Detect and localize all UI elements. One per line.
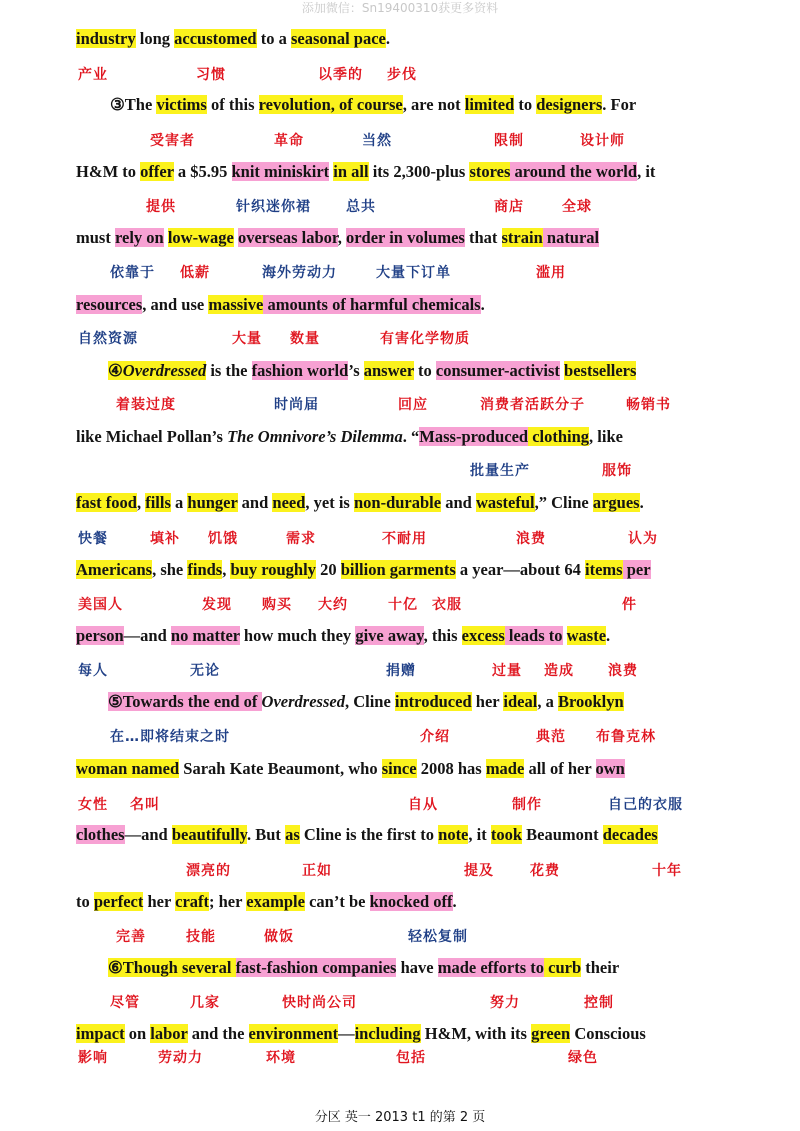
hl-green: green [531,1024,571,1043]
text-line-3 [76,157,655,187]
hl-person: person [76,626,124,645]
text: have [396,958,438,977]
gloss: 消费者活跃分子 [480,397,585,413]
gloss-line-2 [0,130,800,152]
gloss: 限制 [494,133,524,149]
hl-massive: massive [208,295,264,314]
gloss: 轻松复制 [408,929,468,945]
gloss-line-15 [0,992,800,1014]
hl-per: per [626,560,651,579]
hl-americans: Americans [76,560,153,579]
gloss: 以季的 [318,67,363,83]
text: , [337,228,346,247]
gloss: 海外劳动力 [262,265,337,281]
gloss: 提供 [146,199,176,215]
text: , she [152,560,188,579]
gloss-line-14 [0,926,800,948]
text: , [330,95,340,114]
gloss: 提及 [464,863,494,879]
text-line-15 [108,953,619,983]
hl-environment: environment [248,1024,339,1043]
text: . [480,295,485,314]
gloss: 在…即将结束之时 [110,729,230,745]
text: her [471,692,504,711]
hl-mass-produced: Mass-produced [419,427,529,446]
hl-low-wage: low-wage [167,228,234,247]
hl-overseas-labor: overseas labor [237,228,338,247]
hl-accustomed: accustomed [174,29,257,48]
hl-fast-food: fast food [76,493,137,512]
text: — [338,1024,355,1043]
hl-items: items [585,560,623,579]
hl-roughly: roughly [261,560,316,579]
text: to [514,95,537,114]
gloss: 浪费 [516,531,546,547]
gloss: 环境 [266,1050,296,1066]
gloss: 花费 [530,863,560,879]
text: a [170,493,188,512]
gloss: 劳动力 [158,1050,203,1066]
gloss: 女性 [78,797,108,813]
gloss: 自从 [408,797,438,813]
gloss: 有害化学物质 [380,331,470,347]
text [510,162,514,181]
gloss: 回应 [398,397,428,413]
gloss: 填补 [150,531,180,547]
text: long [135,29,175,48]
watermark: 添加微信：Sn19400310获更多资料 [301,1,499,15]
gloss: 美国人 [78,597,123,613]
gloss-line-4 [0,262,800,284]
gloss: 制作 [512,797,542,813]
gloss: 包括 [396,1050,426,1066]
hl-beautifully: beautifully [171,825,247,844]
gloss: 低薪 [180,265,210,281]
hl-note: note [438,825,469,844]
text: , it [637,162,656,181]
text: Beaumont [522,825,603,844]
text: H&M, with its [420,1024,532,1043]
text: . For [602,95,637,114]
text: and the [187,1024,249,1043]
gloss: 努力 [490,995,520,1011]
gloss: 浪费 [608,663,638,679]
hl-seasonal-pace: seasonal pace [290,29,386,48]
hl-perfect: perfect [93,892,144,911]
hl-garments: garments [389,560,456,579]
text: 20 [315,560,341,579]
gloss: 习惯 [196,67,226,83]
hl-towards-the-end-of: ⑤Towards the end of [108,692,262,711]
gloss: 认为 [628,531,658,547]
text: their [581,958,620,977]
text: 2008 has [416,759,486,778]
gloss: 绿色 [568,1050,598,1066]
gloss: 影响 [78,1050,108,1066]
text: , Cline [344,692,395,711]
text: . [385,29,390,48]
hl-fills: fills [145,493,171,512]
gloss: 完善 [116,929,146,945]
page-footer: 分区 英一 2013 t1 的第 2 页 [314,1110,486,1125]
text: ’s [348,361,364,380]
gloss-line-10 [0,660,800,682]
hl-of-course: of course [339,95,403,114]
hl-clothing: clothing [532,427,590,446]
gloss-line-1 [0,64,800,86]
gloss: 快时尚公司 [282,995,357,1011]
gloss: 典范 [536,729,566,745]
gloss-line-5 [0,328,800,350]
hl-impact: impact [76,1024,125,1043]
gloss: 做饭 [264,929,294,945]
gloss: 全球 [562,199,592,215]
text: Cline is the first to [299,825,439,844]
gloss-line-9 [0,594,800,616]
hl-rely-on: rely on [114,228,164,247]
gloss: 针织迷你裙 [236,199,311,215]
gloss: 批量生产 [470,463,530,479]
gloss: 需求 [286,531,316,547]
text: —and [124,825,172,844]
gloss: 着装过度 [116,397,176,413]
text: H&M to [76,162,141,181]
hl-decades: decades [602,825,658,844]
hl-labor: labor [150,1024,188,1043]
text: all of her [524,759,596,778]
gloss: 设计师 [580,133,625,149]
text: on [124,1024,151,1043]
hl-made-efforts-to: made efforts to [437,958,544,977]
gloss: 名叫 [130,797,160,813]
text: its 2,300-plus [368,162,470,181]
text-line-16 [76,1019,646,1049]
hl-designers: designers [536,95,603,114]
hl-natural: natural [546,228,600,247]
text: a $5.95 [173,162,232,181]
hl-strain: strain [501,228,543,247]
hl-no-matter: no matter [170,626,240,645]
hl-curb: curb [548,958,582,977]
text: , it [468,825,491,844]
text: . But [247,825,286,844]
gloss-line-13 [0,860,800,882]
text: of this [206,95,259,114]
text: , yet is [305,493,354,512]
gloss: 大量 [232,331,262,347]
hl-since: since [381,759,417,778]
gloss: 自然资源 [78,331,138,347]
gloss: 依靠于 [110,265,155,281]
hl-including: including [354,1024,421,1043]
gloss: 几家 [190,995,220,1011]
gloss-line-8 [0,528,800,550]
text-line-9 [76,555,651,585]
gloss-line-12 [0,794,800,816]
text-line-5 [76,290,485,320]
gloss-line-7 [0,460,800,482]
text: . “ [402,427,420,446]
text: , this [423,626,462,645]
gloss: 发现 [202,597,232,613]
text: ③The [110,95,157,114]
gloss-line-6 [0,394,800,416]
text-line-4 [76,223,599,253]
text: can’t be [304,892,370,911]
hl-waste: waste [566,626,607,645]
text-line-7 [76,422,623,452]
gloss-line-11 [0,726,800,748]
gloss: 畅销书 [626,397,671,413]
text: Overdressed [122,361,207,380]
text [563,626,567,645]
text: . [606,626,611,645]
gloss: 十年 [652,863,682,879]
hl-woman-named: woman named [76,759,180,778]
gloss: 不耐用 [382,531,427,547]
hl-though-several: ⑥Though several [108,958,236,977]
text: and [441,493,476,512]
hl-limited: limited [464,95,515,114]
text: , like [589,427,623,446]
gloss: 革命 [274,133,304,149]
hl-took: took [490,825,523,844]
hl-non-durable: non-durable [353,493,442,512]
gloss: 控制 [584,995,614,1011]
gloss: 过量 [492,663,522,679]
gloss: 产业 [78,67,108,83]
gloss: 大量下订单 [376,265,451,281]
text: Sarah Kate Beaumont, who [179,759,382,778]
gloss: 总共 [346,199,376,215]
hl-wasteful: wasteful [475,493,535,512]
text: that [464,228,502,247]
hl-as: as [285,825,300,844]
hl-ideal: ideal [503,692,538,711]
text: —and [123,626,171,645]
text-line-2 [110,90,636,120]
gloss: 自己的衣服 [608,797,683,813]
text: . [452,892,457,911]
hl-stores: stores [469,162,511,181]
text: , and use [142,295,209,314]
hl-answer: answer [363,361,414,380]
text: , a [537,692,558,711]
text-line-10 [76,621,610,651]
hl-brooklyn: Brooklyn [557,692,624,711]
text: to [76,892,94,911]
text: , [136,493,146,512]
text-line-13 [76,820,658,850]
hl-billion: billion [340,560,386,579]
hl-around-the-world: around the world [514,162,638,181]
text: how much they [239,626,356,645]
hl-clothes: clothes [76,825,125,844]
book-title: Overdressed [261,692,345,711]
hl-excess: excess [461,626,505,645]
hl-industry: industry [76,29,136,48]
gloss: 捐赠 [386,663,416,679]
text-line-6 [108,356,636,386]
gloss-line-3 [0,196,800,218]
hl-craft: craft [175,892,210,911]
gloss: 饥饿 [208,531,238,547]
hl-fashion-world: fashion world [251,361,349,380]
text: ; her [209,892,247,911]
hl-consumer-activist: consumer-activist [435,361,560,380]
hl-resources: resources [76,295,143,314]
gloss: 大约 [318,597,348,613]
hl-knocked-off: knocked off [369,892,453,911]
hl-need: need [272,493,306,512]
gloss: 无论 [190,663,220,679]
text-line-11 [108,687,624,717]
text-line-14 [76,887,457,917]
text: ④ [108,361,123,380]
hl-give-away: give away [355,626,424,645]
hl-own: own [595,759,625,778]
text: a year—about 64 [455,560,585,579]
gloss: 时尚届 [274,397,319,413]
gloss: 十亿 [388,597,418,613]
gloss: 造成 [544,663,574,679]
text: , are not [402,95,465,114]
gloss: 快餐 [78,531,108,547]
hl-finds: finds [187,560,223,579]
text-line-12 [76,754,625,784]
hl-fast-fashion-companies: fast-fashion companies [235,958,397,977]
hl-overdressed [123,361,206,380]
gloss: 布鲁克林 [596,729,656,745]
hl-argues: argues [592,493,640,512]
gloss: 购买 [262,597,292,613]
gloss: 步伐 [387,67,417,83]
gloss: 衣服 [432,597,462,613]
book-title: The Omnivore’s Dilemma [227,427,403,446]
gloss: 当然 [362,133,392,149]
hl-victims: victims [156,95,207,114]
text: and [237,493,273,512]
text: Conscious [570,1024,646,1043]
text: ,” Cline [534,493,593,512]
hl-example: example [246,892,305,911]
hl-in-all: in all [333,162,369,181]
hl-knit-miniskirt: knit miniskirt [231,162,330,181]
hl-amounts-of: amounts of [267,295,346,314]
text: like Michael Pollan’s [76,427,228,446]
gloss: 每人 [78,663,108,679]
hl-introduced: introduced [394,692,472,711]
hl-leads-to: leads to [508,626,563,645]
gloss: 漂亮的 [186,863,231,879]
gloss: 技能 [186,929,216,945]
gloss: 尽管 [110,995,140,1011]
text-line-8 [76,488,644,518]
hl-order-in-volumes: order in volumes [345,228,465,247]
text: her [143,892,176,911]
text: , [222,560,231,579]
gloss: 滥用 [536,265,566,281]
text: must [76,228,115,247]
hl-made: made [485,759,525,778]
hl-harmful-chemicals: harmful chemicals [349,295,481,314]
hl-revolution: revolution [258,95,331,114]
text-line-1 [76,24,390,54]
hl-hunger: hunger [187,493,238,512]
text: to [413,361,436,380]
gloss: 数量 [290,331,320,347]
hl-bestsellers: bestsellers [564,361,637,380]
gloss: 介绍 [420,729,450,745]
hl-buy: buy [230,560,258,579]
hl-offer: offer [140,162,174,181]
text: . [639,493,644,512]
text: is the [206,361,252,380]
gloss: 正如 [302,863,332,879]
text: to a [256,29,291,48]
gloss-line-16 [0,1047,800,1069]
gloss: 服饰 [602,463,632,479]
gloss: 件 [622,597,637,613]
gloss: 商店 [494,199,524,215]
gloss: 受害者 [150,133,195,149]
